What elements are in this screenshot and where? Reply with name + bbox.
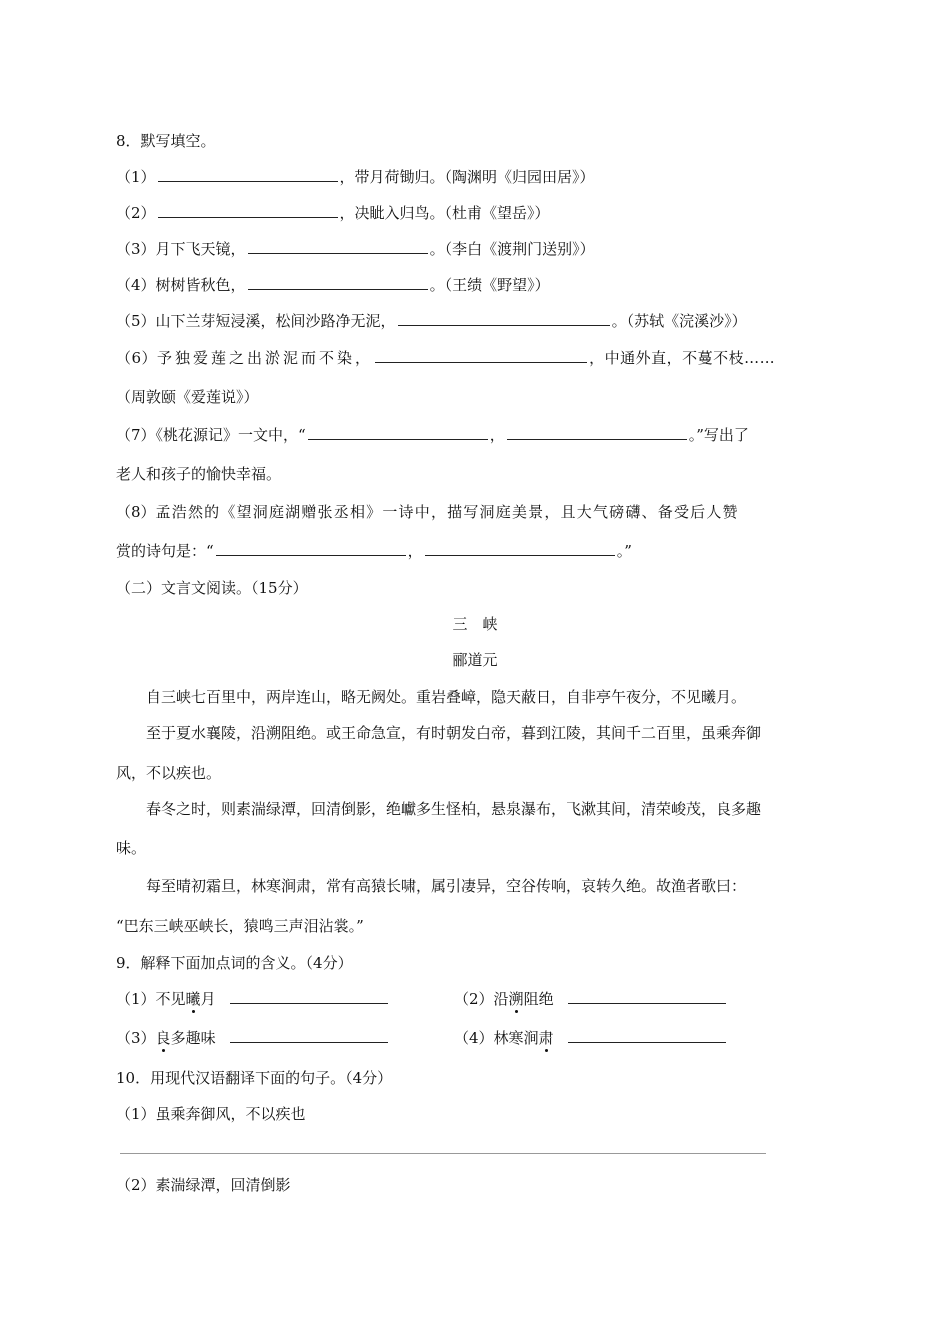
passage-paragraph-3: 春冬之时，则素湍绿潭，回清倒影，绝巘多生怪柏，悬泉瀑布，飞漱其间，清荣峻茂，良多趣 — [146, 800, 762, 818]
answer-blank[interactable] — [248, 275, 428, 290]
q9-item-2 — [454, 989, 728, 1009]
item-text: 。（王绩《野望》） — [429, 276, 550, 294]
q9-item-4 — [454, 1028, 728, 1048]
q9-item-1 — [116, 989, 390, 1009]
answer-line[interactable] — [120, 1153, 766, 1154]
item-text: ，带月荷锄归。（陶渊明《归园田居》） — [339, 168, 595, 186]
answer-blank[interactable] — [425, 541, 615, 556]
item-number: （3） — [116, 240, 156, 258]
q8-item-3 — [116, 239, 595, 259]
q8-item-8 — [116, 502, 739, 522]
answer-blank[interactable] — [216, 541, 406, 556]
dotted-word: 溯 — [508, 990, 524, 1008]
item-number: （4） — [116, 276, 156, 294]
item-text: 。” — [616, 542, 632, 560]
item-text: 孟浩然的《望洞庭湖赠张丞相》一诗中，描写洞庭美景，且大气磅礴、备受后人赞 — [155, 503, 739, 521]
passage-paragraph-1: 自三峡七百里中，两岸连山，略无阙处。重岩叠嶂，隐天蔽日，自非亭午夜分，不见曦月。 — [146, 688, 747, 706]
item-text: ，决眦入归鸟。（杜甫《望岳》） — [339, 204, 550, 222]
passage-title: 三 峡 — [452, 615, 498, 633]
dotted-word: 曦 — [185, 990, 201, 1008]
item-number: （1） — [116, 168, 156, 186]
q9-item-3 — [116, 1028, 390, 1048]
item-text: （1）不见 — [116, 990, 186, 1008]
item-text: 阻绝 — [523, 990, 554, 1008]
q8-item-6-source: （周敦颐《爱莲说》） — [116, 388, 259, 406]
item-text: 予独爱莲之出淤泥而不染， — [157, 349, 374, 367]
item-number: （8） — [116, 503, 156, 521]
answer-blank[interactable] — [158, 167, 338, 182]
answer-blank[interactable] — [375, 348, 587, 363]
item-text: 月下飞天镜， — [155, 240, 246, 258]
answer-blank[interactable] — [230, 989, 388, 1004]
answer-blank[interactable] — [308, 425, 488, 440]
item-text: 山下兰芽短浸溪，松间沙路净无泥， — [155, 312, 396, 330]
item-text: 。（苏轼《浣溪沙》） — [611, 312, 747, 330]
q8-item-6 — [116, 348, 775, 368]
section-title: （二）文言文阅读。（15分） — [116, 579, 308, 597]
answer-blank[interactable] — [230, 1028, 388, 1043]
item-text: 。”写出了 — [688, 426, 749, 444]
passage-paragraph-4: 每至晴初霜旦，林寒涧肃，常有高猿长啸，属引凄异，空谷传响，哀转久绝。故渔者歌曰： — [146, 877, 747, 895]
q8-item-7 — [116, 425, 749, 445]
q10-title: 10．用现代汉语翻译下面的句子。（4分） — [116, 1069, 393, 1087]
item-text: （2）沿 — [454, 990, 509, 1008]
item-text: ， — [489, 426, 505, 444]
passage-paragraph-2: 至于夏水襄陵，沿溯阻绝。或王命急宣，有时朝发白帝，暮到江陵，其间千二百里，虽乘奔御 — [146, 724, 762, 742]
q8-item-7-cont: 老人和孩子的愉快幸福。 — [116, 465, 282, 483]
answer-blank[interactable] — [398, 311, 610, 326]
item-text: 。（李白《渡荆门送别》） — [429, 240, 595, 258]
item-text: 赏的诗句是：“ — [116, 542, 214, 560]
item-number: （7） — [116, 426, 156, 444]
passage-paragraph-3-cont: 味。 — [116, 839, 147, 857]
item-number: （2） — [116, 204, 156, 222]
answer-blank[interactable] — [248, 239, 428, 254]
item-text: （4）林寒涧 — [454, 1029, 539, 1047]
passage-author: 郦道元 — [452, 651, 498, 669]
q10-sentence-1: （1）虽乘奔御风，不以疾也 — [116, 1105, 306, 1123]
dotted-word: 肃 — [538, 1029, 554, 1047]
passage-paragraph-4-cont: “巴东三峡巫峡长，猿鸣三声泪沾裳。” — [116, 917, 364, 935]
item-text: 月 — [200, 990, 216, 1008]
q8-title: 8．默写填空。 — [116, 132, 216, 150]
dotted-word: 良 — [155, 1029, 171, 1047]
q8-item-1 — [116, 167, 595, 187]
answer-blank[interactable] — [507, 425, 687, 440]
answer-blank[interactable] — [568, 1028, 726, 1043]
passage-paragraph-2-cont: 风，不以疾也。 — [116, 764, 222, 782]
q8-item-4 — [116, 275, 550, 295]
item-number: （6） — [116, 349, 158, 367]
q8-item-5 — [116, 311, 747, 331]
item-text: 《桃花源记》一文中，“ — [155, 426, 306, 444]
item-text: 树树皆秋色， — [155, 276, 246, 294]
q8-item-8-cont — [116, 541, 632, 561]
item-number: （5） — [116, 312, 156, 330]
q8-item-2 — [116, 203, 550, 223]
item-text: ， — [407, 542, 423, 560]
item-text: （3） — [116, 1029, 156, 1047]
item-text: 多趣味 — [170, 1029, 216, 1047]
answer-blank[interactable] — [158, 203, 338, 218]
q10-sentence-2: （2）素湍绿潭，回清倒影 — [116, 1176, 291, 1194]
item-text: ，中通外直，不蔓不枝…… — [589, 349, 776, 367]
q9-title: 9．解释下面加点词的含义。（4分） — [116, 954, 353, 972]
answer-blank[interactable] — [568, 989, 726, 1004]
